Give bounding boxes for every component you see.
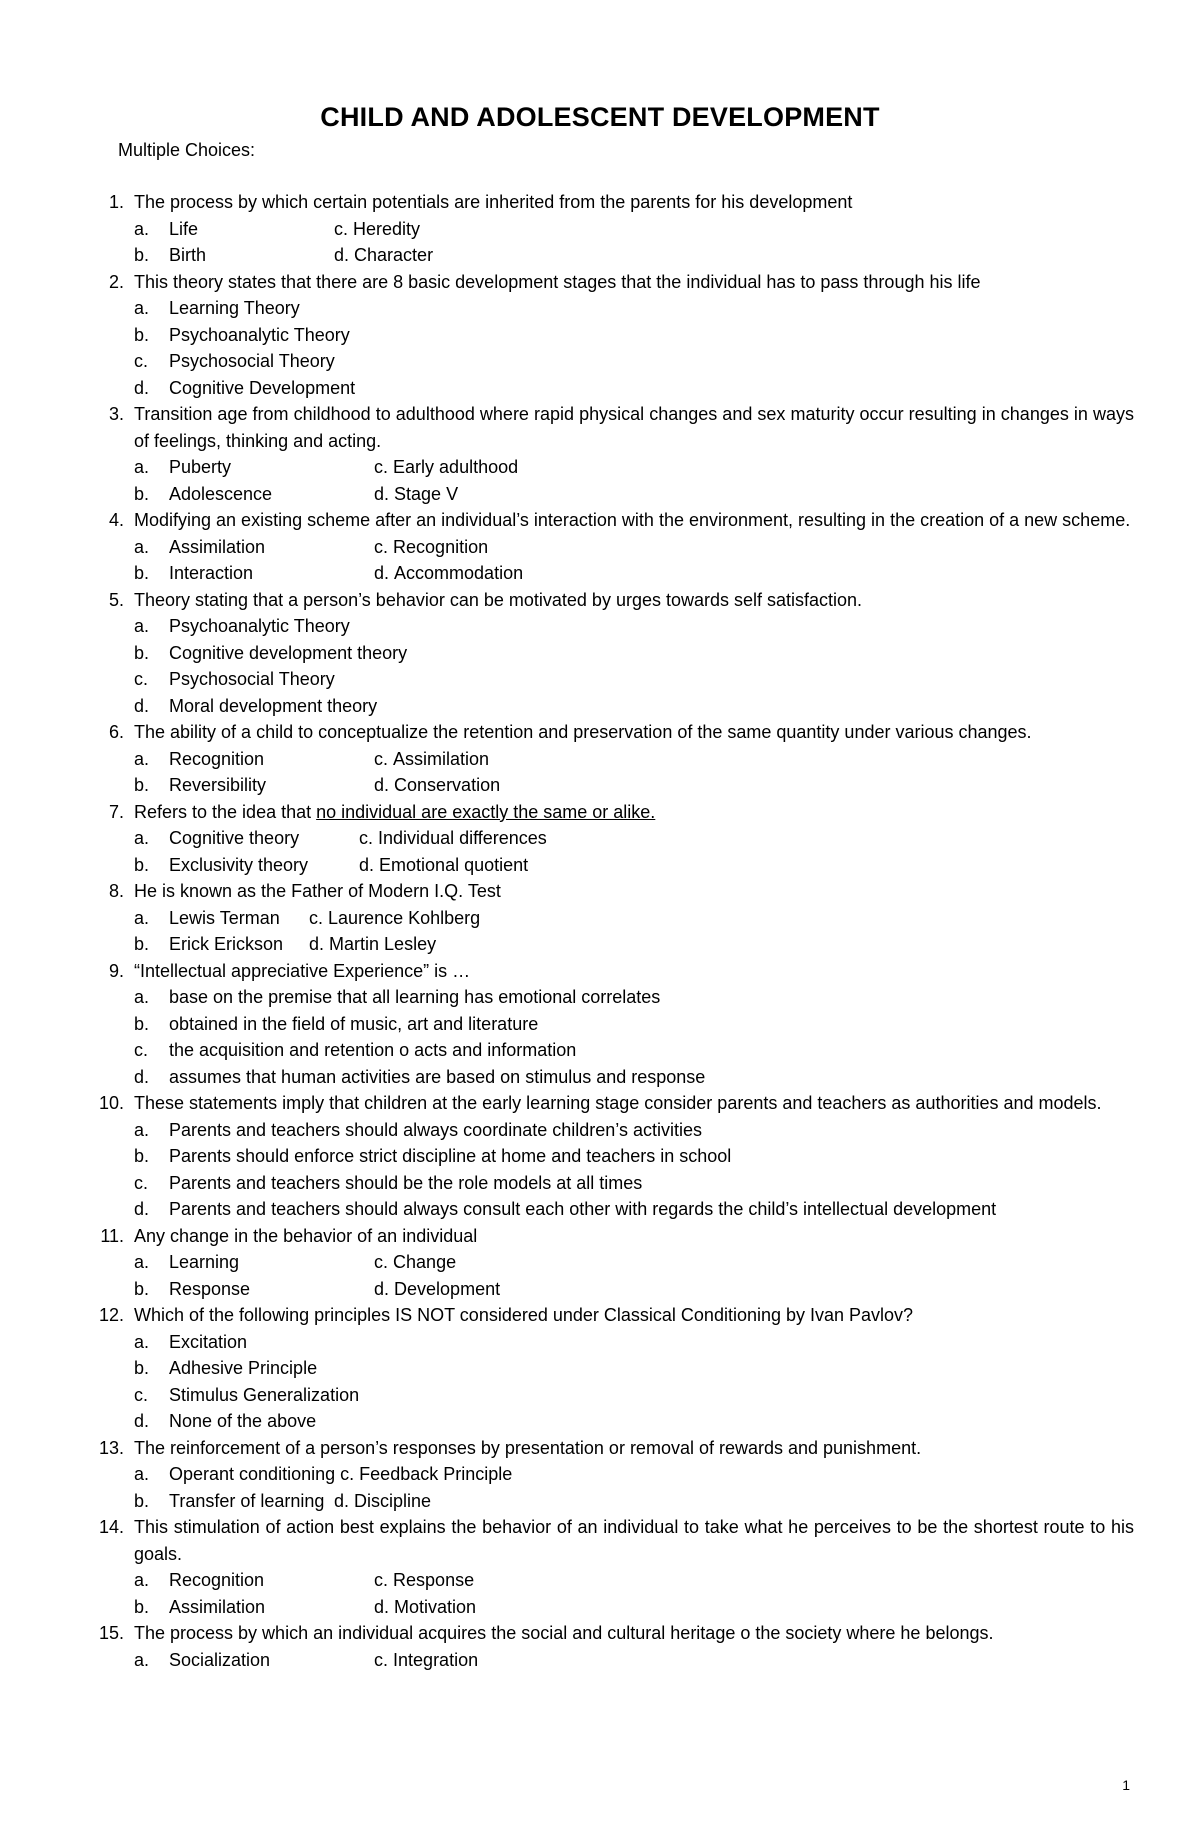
page-number: 1	[1122, 1777, 1130, 1793]
choice-text: Stimulus Generalization	[169, 1384, 360, 1405]
choice	[134, 613, 1134, 640]
choice-text: Motivation	[394, 1596, 477, 1617]
choice-letter: d.	[134, 377, 150, 398]
choice-text: Development	[394, 1278, 501, 1299]
question-text: “Intellectual appreciative Experience” is …	[134, 960, 471, 981]
question-text-plain: Refers to the idea that	[134, 801, 317, 822]
choice	[134, 1011, 1134, 1038]
choice-text: Learning Theory	[169, 298, 300, 318]
choice-text: Transfer of learning	[169, 1490, 325, 1511]
choice-text: Interaction	[169, 563, 254, 583]
choice-text: Laurence Kohlberg	[328, 907, 481, 928]
question-number: 1.	[108, 192, 124, 212]
choice	[334, 216, 420, 243]
choice-letter: a.	[134, 748, 150, 769]
question-text: The process by which an individual acquires the social and cultural heritage o the society where he belongs.	[134, 1623, 994, 1643]
question-item	[94, 189, 1134, 269]
choice-letter: a.	[134, 1119, 150, 1140]
question-text: Theory stating that a person’s behavior can be motivated by urges towards self satisfaction.	[134, 589, 863, 610]
choice-letter: b.	[134, 1013, 150, 1034]
question-number: 10.	[98, 1093, 124, 1113]
question-item	[94, 507, 1134, 587]
choice-letter: d.	[134, 695, 150, 716]
choice-text: Response	[169, 1278, 251, 1299]
choice-text: the acquisition and retention o acts and information	[169, 1040, 577, 1060]
choice-text: Recognition	[393, 536, 489, 557]
choice-letter: d.	[374, 563, 390, 583]
choice-text: Parents and teachers should be the role models at all times	[169, 1172, 643, 1193]
choice-text: Moral development theory	[169, 695, 378, 716]
choice-letter: a.	[134, 1331, 150, 1352]
choice	[134, 772, 374, 799]
choice-text: Adolescence	[169, 483, 273, 504]
choice-letter: c.	[340, 1464, 355, 1484]
question-text: This stimulation of action best explains the behavior of an individual to take what he perceives to be the shortest route to his goals.	[134, 1517, 1134, 1564]
choice-letter: d.	[374, 483, 390, 504]
choice-letter: b.	[134, 563, 150, 583]
choice-text: Early adulthood	[393, 457, 519, 477]
choice-text: Psychosocial Theory	[169, 669, 335, 689]
question-item	[94, 719, 1134, 799]
choice-letter: c.	[134, 351, 149, 371]
question-item	[94, 958, 1134, 1091]
choice-text: Puberty	[169, 457, 232, 477]
choice-letter: b.	[134, 934, 150, 954]
question-item	[94, 1090, 1134, 1223]
question-text-underlined: no individual are exactly the same or alike.	[316, 801, 656, 822]
choice-letter: d.	[374, 1596, 390, 1617]
choice-text: Life	[169, 218, 199, 239]
choice-text: Response	[393, 1570, 475, 1590]
choice-text: Adhesive Principle	[169, 1358, 318, 1378]
choice	[134, 852, 359, 879]
question-number: 8.	[108, 881, 124, 901]
section-subtitle: Multiple Choices:	[118, 140, 256, 160]
choice	[374, 1249, 456, 1276]
choice-letter: d.	[134, 1411, 150, 1431]
choice-text: Parents should enforce strict discipline at home and teachers in school	[169, 1146, 732, 1166]
choice-text: obtained in the field of music, art and literature	[169, 1013, 539, 1034]
choice	[134, 1196, 1134, 1223]
choice-text: Individual differences	[378, 828, 547, 848]
choice	[134, 1355, 1134, 1382]
choice-text: Erick Erickson	[169, 934, 284, 954]
choice-text: Heredity	[353, 218, 421, 239]
choice-letter: c.	[359, 828, 374, 848]
question-number: 12.	[98, 1305, 124, 1325]
choice-text: Lewis Terman	[169, 907, 280, 928]
question-item	[94, 1302, 1134, 1435]
choice-letter: b.	[134, 642, 150, 663]
choice-text: Parents and teachers should always consult each other with regards the child’s intellectual development	[169, 1199, 997, 1219]
choice	[340, 1461, 512, 1488]
question-item	[94, 587, 1134, 720]
choice-text: base on the premise that all learning has emotional correlates	[169, 987, 661, 1007]
choice	[134, 1064, 1134, 1091]
choice	[134, 1117, 1134, 1144]
choice-letter: b.	[134, 775, 150, 795]
choice	[134, 693, 1134, 720]
choice	[309, 931, 436, 958]
choice-letter: a.	[134, 1464, 150, 1484]
question-number: 4.	[108, 510, 124, 530]
choice-text: Change	[393, 1252, 457, 1272]
choice	[374, 746, 489, 773]
choice-letter: c.	[334, 218, 349, 239]
choice-letter: b.	[134, 483, 150, 504]
choice-letter: c.	[374, 1570, 389, 1590]
choice-letter: d.	[374, 775, 390, 795]
question-text: The ability of a child to conceptualize the retention and preservation of the same quantity under various changes.	[134, 722, 1032, 742]
choice	[134, 242, 334, 269]
choice	[134, 1170, 1134, 1197]
choice-text: Reversibility	[169, 775, 267, 795]
choice	[374, 534, 488, 561]
choice	[134, 666, 1134, 693]
choice	[134, 1382, 1134, 1409]
choice-letter: b.	[134, 245, 150, 265]
choice-letter: a.	[134, 1252, 150, 1272]
choice	[374, 1567, 474, 1594]
question-item	[94, 1514, 1134, 1620]
choice-text: Assimilation	[169, 1596, 266, 1617]
choice-text: Assimilation	[169, 536, 266, 557]
page-title: CHILD AND ADOLESCENT DEVELOPMENT	[320, 102, 880, 132]
question-text: Transition age from childhood to adulthood where rapid physical changes and sex maturity occur resulting in changes in ways of feelings, thinking and acting.	[134, 404, 1134, 451]
choice-letter: b.	[134, 1596, 150, 1617]
choice	[134, 481, 374, 508]
choice-letter: d.	[134, 1066, 150, 1087]
choice	[134, 216, 334, 243]
choice	[134, 931, 309, 958]
choice	[334, 1488, 431, 1515]
choice-text: Emotional quotient	[379, 854, 529, 875]
choice	[134, 454, 374, 481]
choice-letter: b.	[134, 1358, 150, 1378]
question-text: He is known as the Father of Modern I.Q. Test	[134, 881, 501, 901]
question-number: 9.	[108, 960, 124, 981]
choice-letter: a.	[134, 536, 150, 557]
choice-letter: a.	[134, 1649, 150, 1670]
choice	[374, 560, 523, 587]
choice-text: Operant conditioning	[169, 1464, 336, 1484]
choice-text: assumes that human activities are based on stimulus and response	[169, 1066, 706, 1087]
question-item	[94, 799, 1134, 879]
choice-letter: a.	[134, 828, 150, 848]
choice-text: Feedback Principle	[359, 1464, 513, 1484]
choice-letter: a.	[134, 616, 150, 636]
choice-text: Stage V	[394, 483, 459, 504]
question-number: 5.	[108, 589, 124, 610]
question-number: 11.	[100, 1225, 124, 1246]
choice	[359, 852, 528, 879]
question-item	[94, 878, 1134, 958]
choice-text: Conservation	[394, 775, 501, 795]
choice-text: Cognitive development theory	[169, 642, 408, 663]
choice-letter: d.	[334, 1490, 350, 1511]
choice-text: Psychosocial Theory	[169, 351, 335, 371]
choice	[134, 1461, 335, 1488]
choice-letter: b.	[134, 324, 150, 345]
choice-text: Birth	[169, 245, 207, 265]
choice-letter: d.	[359, 854, 375, 875]
choice-text: Character	[354, 245, 434, 265]
question-text: These statements imply that children at the early learning stage consider parents and teachers as authorities and models.	[134, 1093, 1102, 1113]
choice	[374, 772, 500, 799]
choice-letter: c.	[134, 1172, 149, 1193]
choice	[309, 905, 480, 932]
choice-text: Recognition	[169, 1570, 265, 1590]
choice	[134, 640, 1134, 667]
choice	[134, 1567, 374, 1594]
question-text: Which of the following principles IS NOT considered under Classical Conditioning by Ivan Pavlov?	[134, 1305, 914, 1325]
choice-text: Discipline	[354, 1490, 432, 1511]
question-number: 2.	[108, 271, 124, 292]
choice-letter: c.	[374, 748, 389, 769]
question-item	[94, 1620, 1134, 1673]
choice-text: None of the above	[169, 1411, 317, 1431]
question-text: Modifying an existing scheme after an individual’s interaction with the environment, resulting in the creation of a new scheme.	[134, 510, 1131, 530]
choice	[134, 534, 374, 561]
choice-letter: a.	[134, 987, 150, 1007]
question-item	[94, 269, 1134, 402]
question-item	[94, 1435, 1134, 1515]
question-text: The reinforcement of a person’s responses by presentation or removal of rewards and punishment.	[134, 1437, 922, 1458]
choice	[134, 1488, 334, 1515]
choice	[374, 454, 518, 481]
choice-letter: b.	[134, 1490, 150, 1511]
choice-letter: a.	[134, 218, 150, 239]
choice-letter: a.	[134, 1570, 150, 1590]
choice	[134, 825, 359, 852]
choice-letter: c.	[134, 1040, 149, 1060]
choice-text: Psychoanalytic Theory	[169, 324, 350, 345]
choice-text: Cognitive theory	[169, 828, 300, 848]
choice-letter: c.	[374, 536, 389, 557]
choice	[374, 1594, 476, 1621]
choice	[359, 825, 547, 852]
choice-text: Excitation	[169, 1331, 248, 1352]
choice	[134, 1594, 374, 1621]
question-text: Any change in the behavior of an individual	[134, 1225, 478, 1246]
choice	[134, 295, 1134, 322]
choice-text: Socialization	[169, 1649, 271, 1670]
choice-letter: a.	[134, 457, 150, 477]
choice-text: Assimilation	[393, 748, 490, 769]
choice-letter: d.	[134, 1199, 150, 1219]
choice-text: Cognitive Development	[169, 377, 356, 398]
choice-text: Integration	[393, 1649, 479, 1670]
question-item	[94, 401, 1134, 507]
choice	[334, 242, 433, 269]
choice	[134, 905, 309, 932]
choice-letter: a.	[134, 907, 150, 928]
question-number: 15.	[98, 1623, 124, 1643]
choice-letter: d.	[309, 934, 325, 954]
choice	[134, 746, 374, 773]
choice-letter: c.	[134, 669, 149, 689]
choice-text: Learning	[169, 1252, 240, 1272]
question-number: 3.	[108, 404, 124, 424]
question-item	[94, 1223, 1134, 1303]
question-number: 14.	[98, 1517, 124, 1537]
choice-text: Exclusivity theory	[169, 854, 309, 875]
choice	[374, 1276, 500, 1303]
question-list	[94, 189, 1134, 1673]
choice-text: Parents and teachers should always coordinate children’s activities	[169, 1119, 702, 1140]
choice	[134, 984, 1134, 1011]
choice	[374, 481, 458, 508]
choice-letter: d.	[334, 245, 350, 265]
choice-letter: b.	[134, 1146, 150, 1166]
choice	[134, 322, 1134, 349]
choice-text: Accommodation	[394, 563, 524, 583]
choice	[134, 560, 374, 587]
choice-letter: c.	[374, 1252, 389, 1272]
choice	[134, 1329, 1134, 1356]
choice	[134, 348, 1134, 375]
choice	[134, 1408, 1134, 1435]
choice	[134, 1037, 1134, 1064]
choice-text: Recognition	[169, 748, 265, 769]
choice-letter: c.	[309, 907, 324, 928]
question-text	[134, 799, 1134, 826]
choice-letter: c.	[374, 1649, 389, 1670]
choice	[374, 1647, 478, 1674]
question-number: 7.	[108, 801, 124, 822]
choice	[134, 1249, 374, 1276]
choice-text: Martin Lesley	[329, 934, 437, 954]
question-text: This theory states that there are 8 basic development stages that the individual has to pass through his life	[134, 271, 981, 292]
choice	[134, 375, 1134, 402]
choice	[134, 1143, 1134, 1170]
question-text: The process by which certain potentials are inherited from the parents for his development	[134, 192, 853, 212]
choice	[134, 1647, 374, 1674]
choice-letter: b.	[134, 1278, 150, 1299]
choice-letter: d.	[374, 1278, 390, 1299]
choice-letter: c.	[134, 1384, 149, 1405]
choice-letter: b.	[134, 854, 150, 875]
choice-letter: a.	[134, 298, 150, 318]
choice-text: Psychoanalytic Theory	[169, 616, 350, 636]
choice-letter: c.	[374, 457, 389, 477]
question-number: 13.	[98, 1437, 124, 1458]
choice	[134, 1276, 374, 1303]
question-number: 6.	[108, 722, 124, 742]
